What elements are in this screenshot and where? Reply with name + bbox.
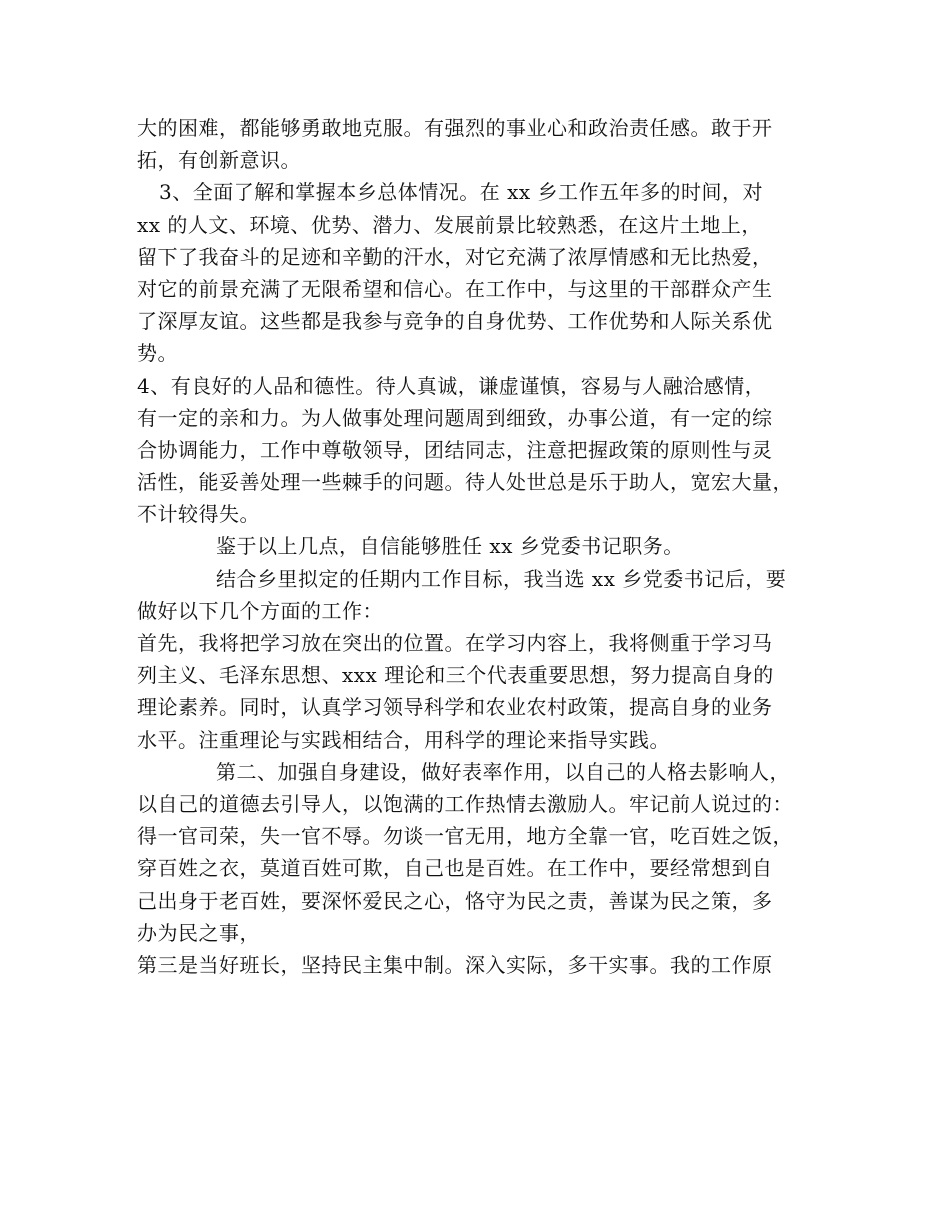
text-line: 鉴于以上几点，自信能够胜任 xx 乡党委书记职务。 <box>216 534 684 559</box>
text-line: 做好以下几个方面的工作： <box>137 598 383 623</box>
text-line: 活性，能妥善处理一些棘手的问题。待人处世总是乐于助人，宽宏大量， <box>137 470 793 495</box>
text-line: 己出身于老百姓，要深怀爱民之心，恪守为民之责，善谋为民之策，多 <box>137 888 773 913</box>
text-line: 结合乡里拟定的任期内工作目标，我当选 xx 乡党委书记后，要 <box>216 566 787 591</box>
text-line: 对它的前景充满了无限希望和信心。在工作中，与这里的干部群众产生 <box>137 276 773 301</box>
text-line: 理论素养。同时，认真学习领导科学和农业农村政策，提高自身的业务 <box>137 695 773 720</box>
text-line: 水平。注重理论与实践相结合，用科学的理论来指导实践。 <box>137 727 670 752</box>
text-line: 合协调能力，工作中尊敬领导，团结同志，注意把握政策的原则性与灵 <box>137 437 773 462</box>
text-line: 势。 <box>137 341 178 366</box>
text-line: 第三是当好班长，坚持民主集中制。深入实际，多干实事。我的工作原 <box>137 952 773 977</box>
text-line: 拓，有创新意识。 <box>137 148 301 173</box>
text-line: xx 的人文、环境、优势、潜力、发展前景比较熟悉，在这片土地上， <box>137 212 762 237</box>
text-line: 穿百姓之衣，莫道百姓可欺，自己也是百姓。在工作中，要经常想到自 <box>137 856 773 881</box>
text-line: 4、有良好的人品和德性。待人真诚，谦虚谨慎，容易与人融洽感情， <box>137 373 766 398</box>
text-line: 以自己的道德去引导人，以饱满的工作热情去激励人。牢记前人说过的： <box>137 791 793 816</box>
text-line: 留下了我奋斗的足迹和辛勤的汗水，对它充满了浓厚情感和无比热爱， <box>137 244 773 269</box>
text-line: 3、全面了解和掌握本乡总体情况。在 xx 乡工作五年多的时间，对 <box>159 180 763 205</box>
text-line: 首先，我将把学习放在突出的位置。在学习内容上，我将侧重于学习马 <box>137 631 773 655</box>
text-line: 列主义、毛泽东思想、xxx 理论和三个代表重要思想，努力提高自身的 <box>137 663 774 688</box>
text-line: 不计较得失。 <box>137 502 260 527</box>
body-text <box>137 112 837 981</box>
text-line: 得一官司荣，失一官不辱。勿谈一官无用，地方全靠一官，吃百姓之饭， <box>137 824 793 849</box>
text-line: 了深厚友谊。这些都是我参与竞争的自身优势、工作优势和人际关系优 <box>137 309 773 334</box>
text-line: 大的困难，都能够勇敢地克服。有强烈的事业心和政治责任感。敢于开 <box>137 116 773 140</box>
text-line: 第二、加强自身建设，做好表率作用，以自己的人格去影响人， <box>216 759 790 784</box>
text-line: 有一定的亲和力。为人做事处理问题周到细致，办事公道，有一定的综 <box>137 405 773 430</box>
text-line: 办为民之事， <box>137 920 260 945</box>
